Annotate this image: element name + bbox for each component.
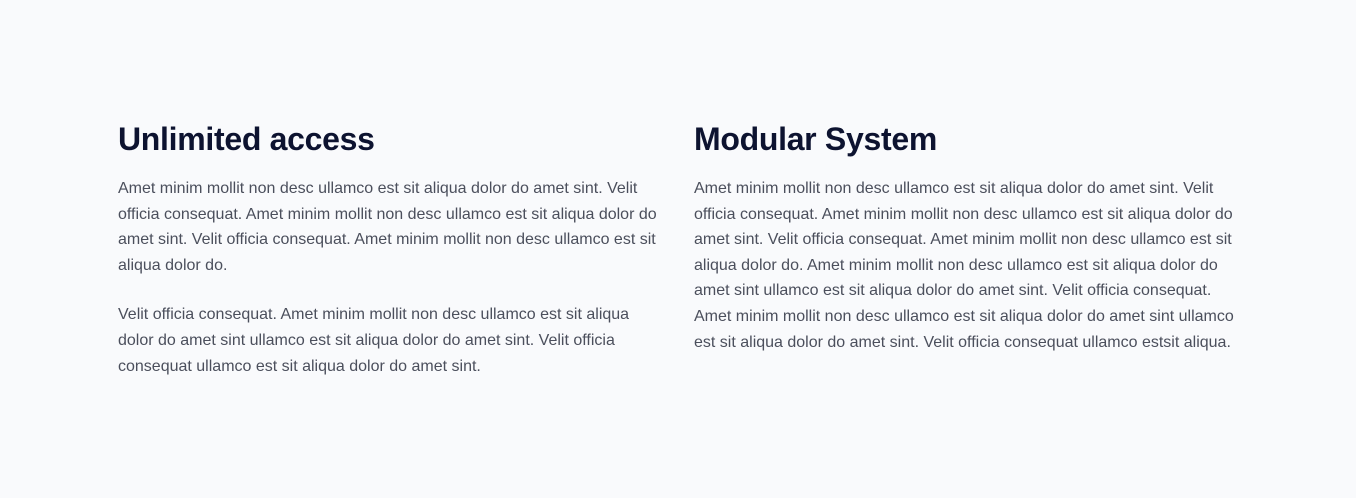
feature-paragraph: Amet minim mollit non desc ullamco est sit aliqua dolor do amet sint. Velit officia consequat. Amet minim mollit non desc ullamco est sit aliqua dolor do amet sint. Velit officia consequat. Amet minim mollit non desc ullamco est sit aliqua dolor do. Amet minim mollit non desc ullamco est sit aliqua dolor do amet sint ullamco est sit aliqua dolor do amet sint. Velit officia consequat. Amet minim mollit non desc ullamco est sit aliqua dolor do amet sint ullamco est sit aliqua dolor do amet sint. Velit officia consequat ullamco estsit aliqua. — [694, 180, 1234, 351]
feature-paragraph: Velit officia consequat. Amet minim mollit non desc ullamco est sit aliqua dolor do amet sint ullamco est sit aliqua dolor do amet sint. Velit officia consequat ullamco est sit aliqua dolor do amet sint. — [118, 306, 630, 375]
feature-paragraph: Amet minim mollit non desc ullamco est sit aliqua dolor do amet sint. Velit officia consequat. Amet minim mollit non desc ullamco est sit aliqua dolor do amet sint. Velit officia consequat. Amet minim mollit non desc ullamco est sit aliqua dolor do. — [118, 180, 657, 274]
feature-title: Unlimited access — [118, 121, 375, 157]
feature-title: Modular System — [694, 121, 937, 157]
feature-unlimited-access — [118, 118, 663, 379]
feature-modular-system — [694, 118, 1239, 355]
